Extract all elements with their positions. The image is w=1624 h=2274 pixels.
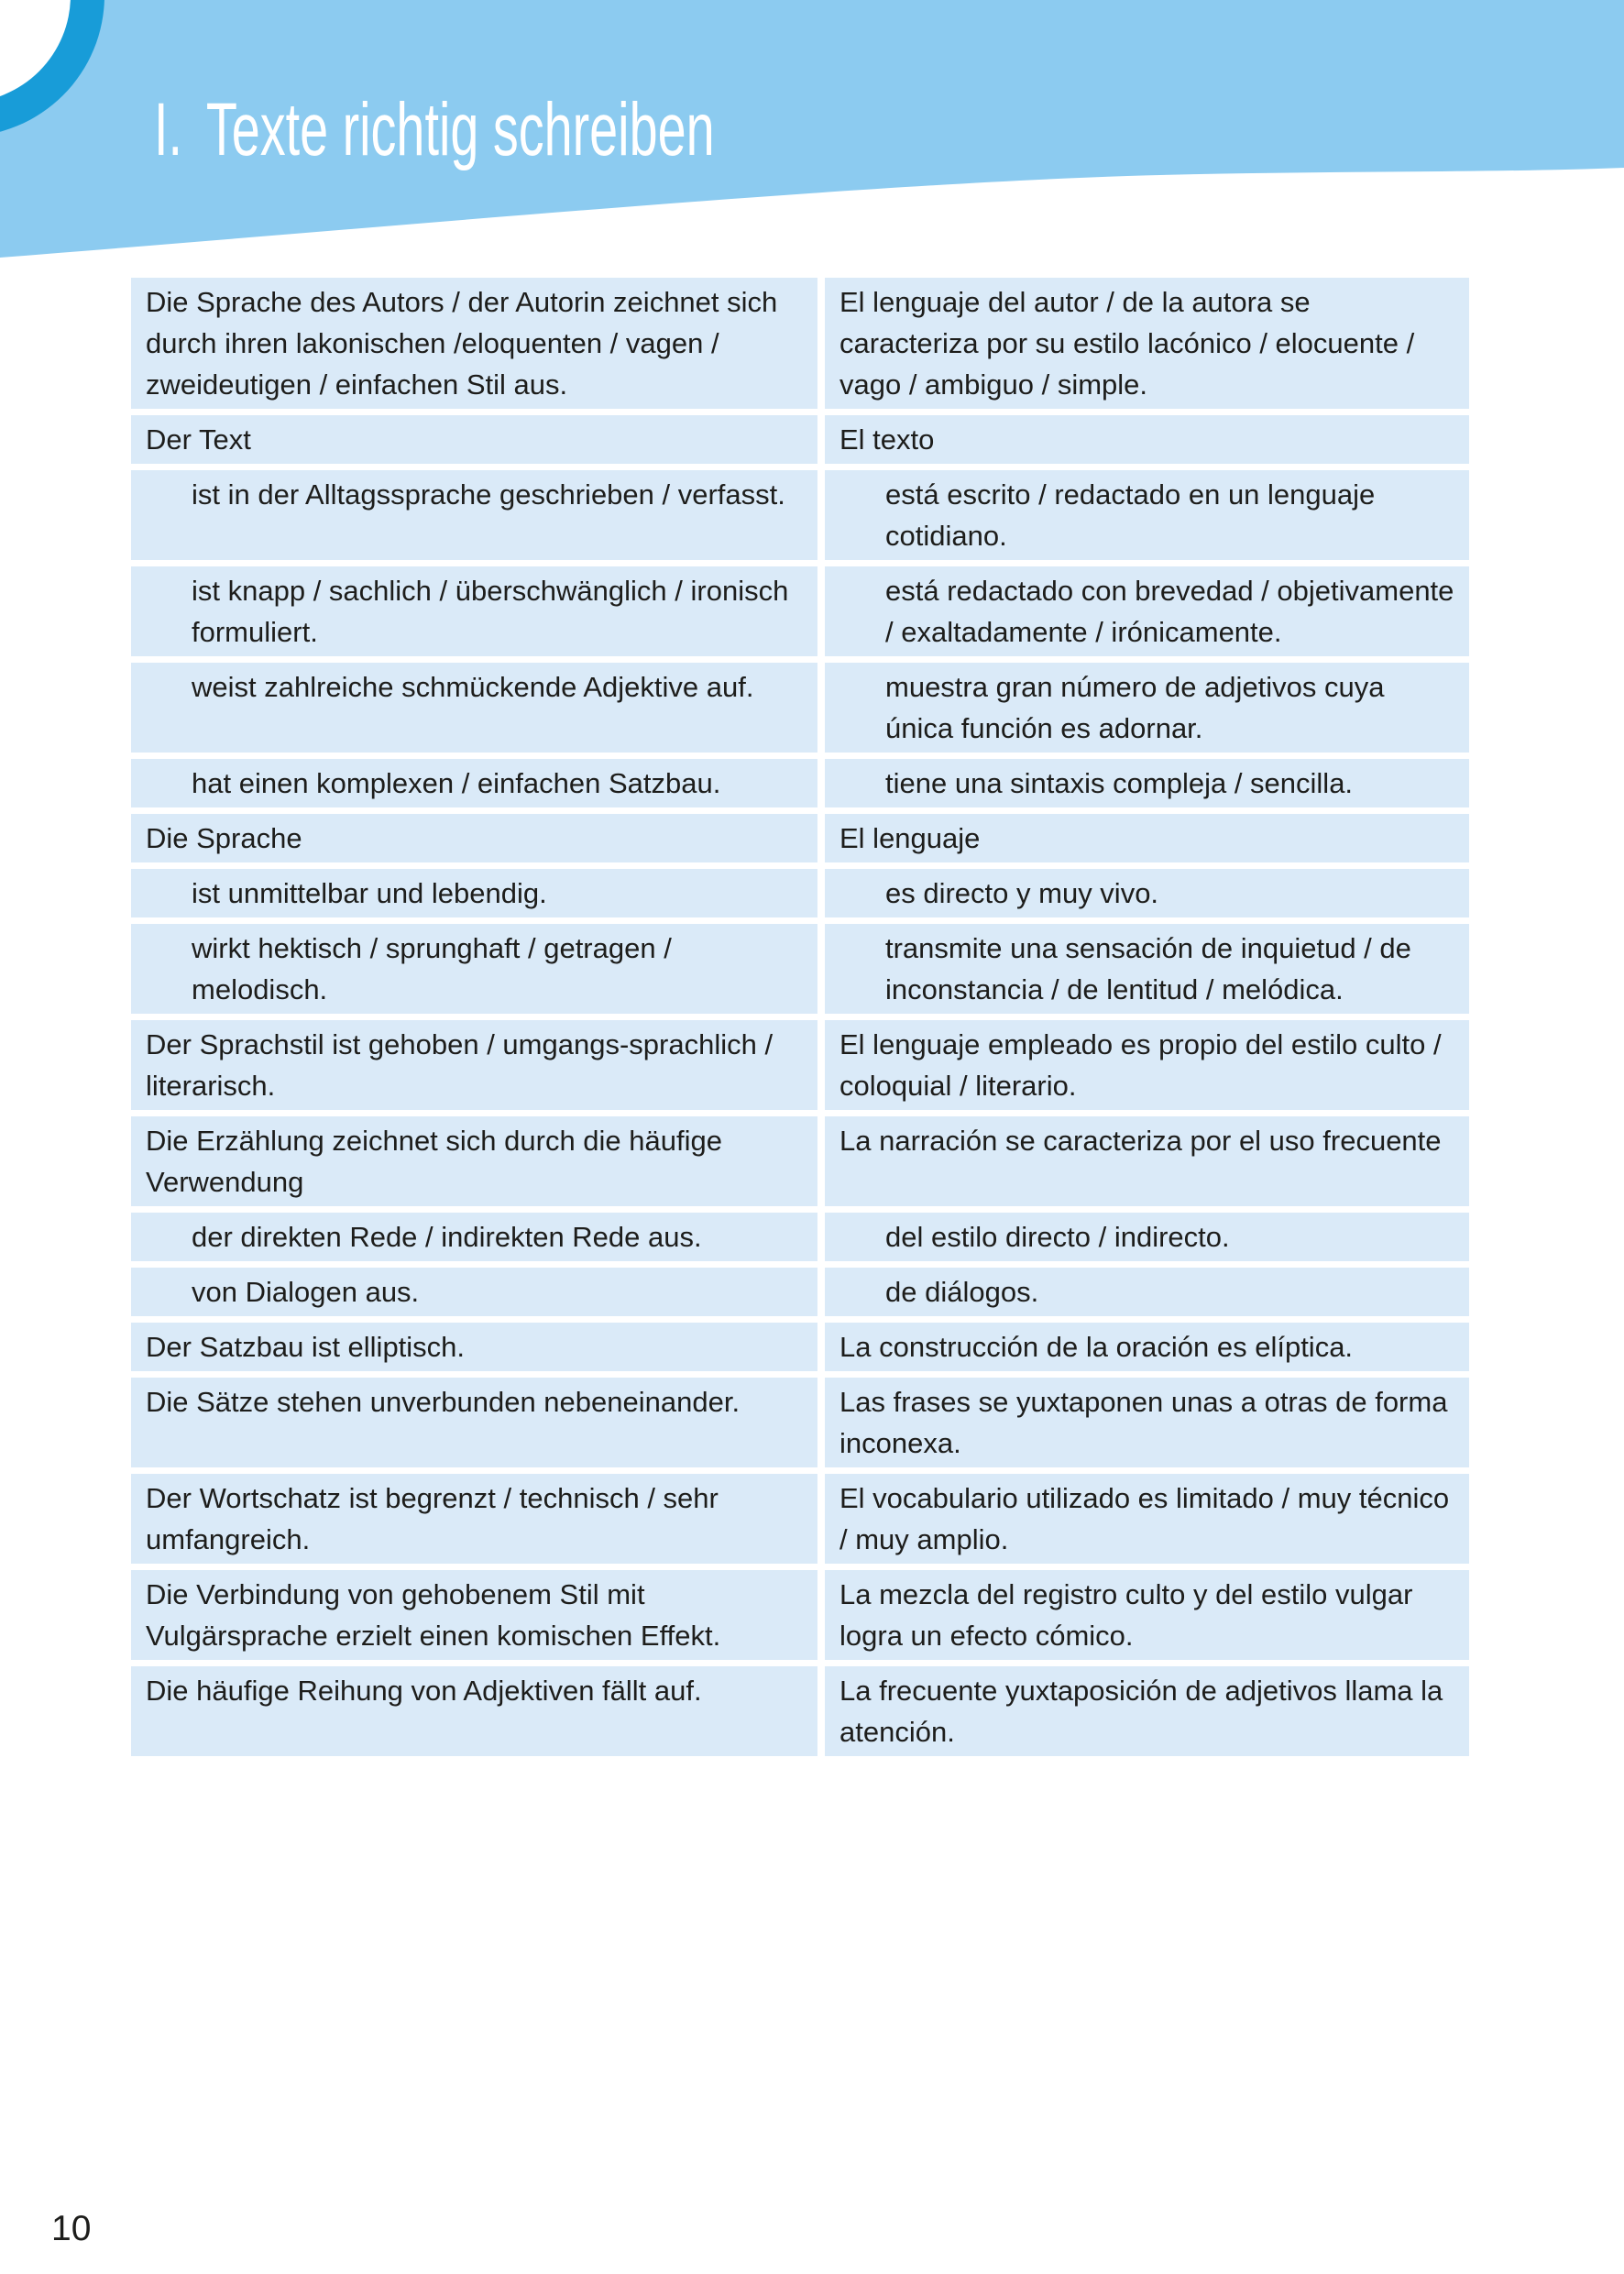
phrase-cell-german: Die Erzählung zeichnet sich durch die häufige Verwendung [131,1116,817,1206]
phrase-cell-spanish: La narración se caracteriza por el uso frecuente [825,1116,1469,1206]
phrase-cell-spanish: Las frases se yuxtaponen unas a otras de forma inconexa. [825,1378,1469,1467]
phrase-cell-spanish: La frecuente yuxtaposición de adjetivos llama la atención. [825,1666,1469,1756]
phrase-cell-german: Der Satzbau ist elliptisch. [131,1323,817,1371]
phrase-cell-spanish: El texto [825,415,1469,464]
phrase-cell-german: Der Wortschatz ist begrenzt / technisch / sehr umfangreich. [131,1474,817,1564]
page-number: 10 [51,2209,92,2248]
phrase-cell-german: Die Sätze stehen unverbunden nebeneinander. [131,1378,817,1467]
phrase-cell-spanish: El lenguaje [825,814,1469,862]
phrase-cell-german: weist zahlreiche schmückende Adjektive auf. [131,663,817,753]
phrase-cell-spanish: es directo y muy vivo. [825,869,1469,917]
phrase-cell-german: hat einen komplexen / einfachen Satzbau. [131,759,817,807]
phrase-cell-german: ist in der Alltagssprache geschrieben / verfasst. [131,470,817,560]
phrase-cell-german: Die Verbindung von gehobenem Stil mit Vulgärsprache erzielt einen komischen Effekt. [131,1570,817,1660]
phrase-cell-spanish: muestra gran número de adjetivos cuya única función es adornar. [825,663,1469,753]
phrase-cell-german: Die Sprache des Autors / der Autorin zeichnet sich durch ihren lakonischen /eloquenten / vagen / zweideutigen / einfachen Stil aus. [131,278,817,409]
phrase-cell-german: Der Sprachstil ist gehoben / umgangs-sprachlich / literarisch. [131,1020,817,1110]
phrase-cell-german: Die Sprache [131,814,817,862]
chapter-header [0,0,1624,275]
phrase-cell-spanish: del estilo directo / indirecto. [825,1213,1469,1261]
phrase-cell-german: Die häufige Reihung von Adjektiven fällt auf. [131,1666,817,1756]
phrase-cell-german: ist unmittelbar und lebendig. [131,869,817,917]
phrase-cell-spanish: tiene una sintaxis compleja / sencilla. [825,759,1469,807]
chapter-title [154,88,715,171]
phrase-cell-german: Der Text [131,415,817,464]
phrase-cell-german: von Dialogen aus. [131,1268,817,1316]
phrase-cell-spanish: El vocabulario utilizado es limitado / muy técnico / muy amplio. [825,1474,1469,1564]
phrase-cell-spanish: transmite una sensación de inquietud / de inconstancia / de lentitud / melódica. [825,924,1469,1014]
phrase-cell-german: der direkten Rede / indirekten Rede aus. [131,1213,817,1261]
phrase-cell-german: ist knapp / sachlich / überschwänglich / ironisch formuliert. [131,566,817,656]
phrase-cell-spanish: El lenguaje del autor / de la autora se caracteriza por su estilo lacónico / elocuente / vago / ambiguo / simple. [825,278,1469,409]
phrase-cell-spanish: La construcción de la oración es elíptica. [825,1323,1469,1371]
phrase-cell-spanish: de diálogos. [825,1268,1469,1316]
page-title: Texte richtig schreiben [205,88,715,171]
phrase-cell-spanish: La mezcla del registro culto y del estilo vulgar logra un efecto cómico. [825,1570,1469,1660]
phrase-cell-spanish: está redactado con brevedad / objetivamente / exaltadamente / irónicamente. [825,566,1469,656]
phrase-cell-spanish: El lenguaje empleado es propio del estilo culto / coloquial / literario. [825,1020,1469,1110]
phrase-table [131,278,1469,1756]
chapter-number: I. [154,88,182,171]
phrase-cell-spanish: está escrito / redactado en un lenguaje cotidiano. [825,470,1469,560]
phrase-cell-german: wirkt hektisch / sprunghaft / getragen / melodisch. [131,924,817,1014]
